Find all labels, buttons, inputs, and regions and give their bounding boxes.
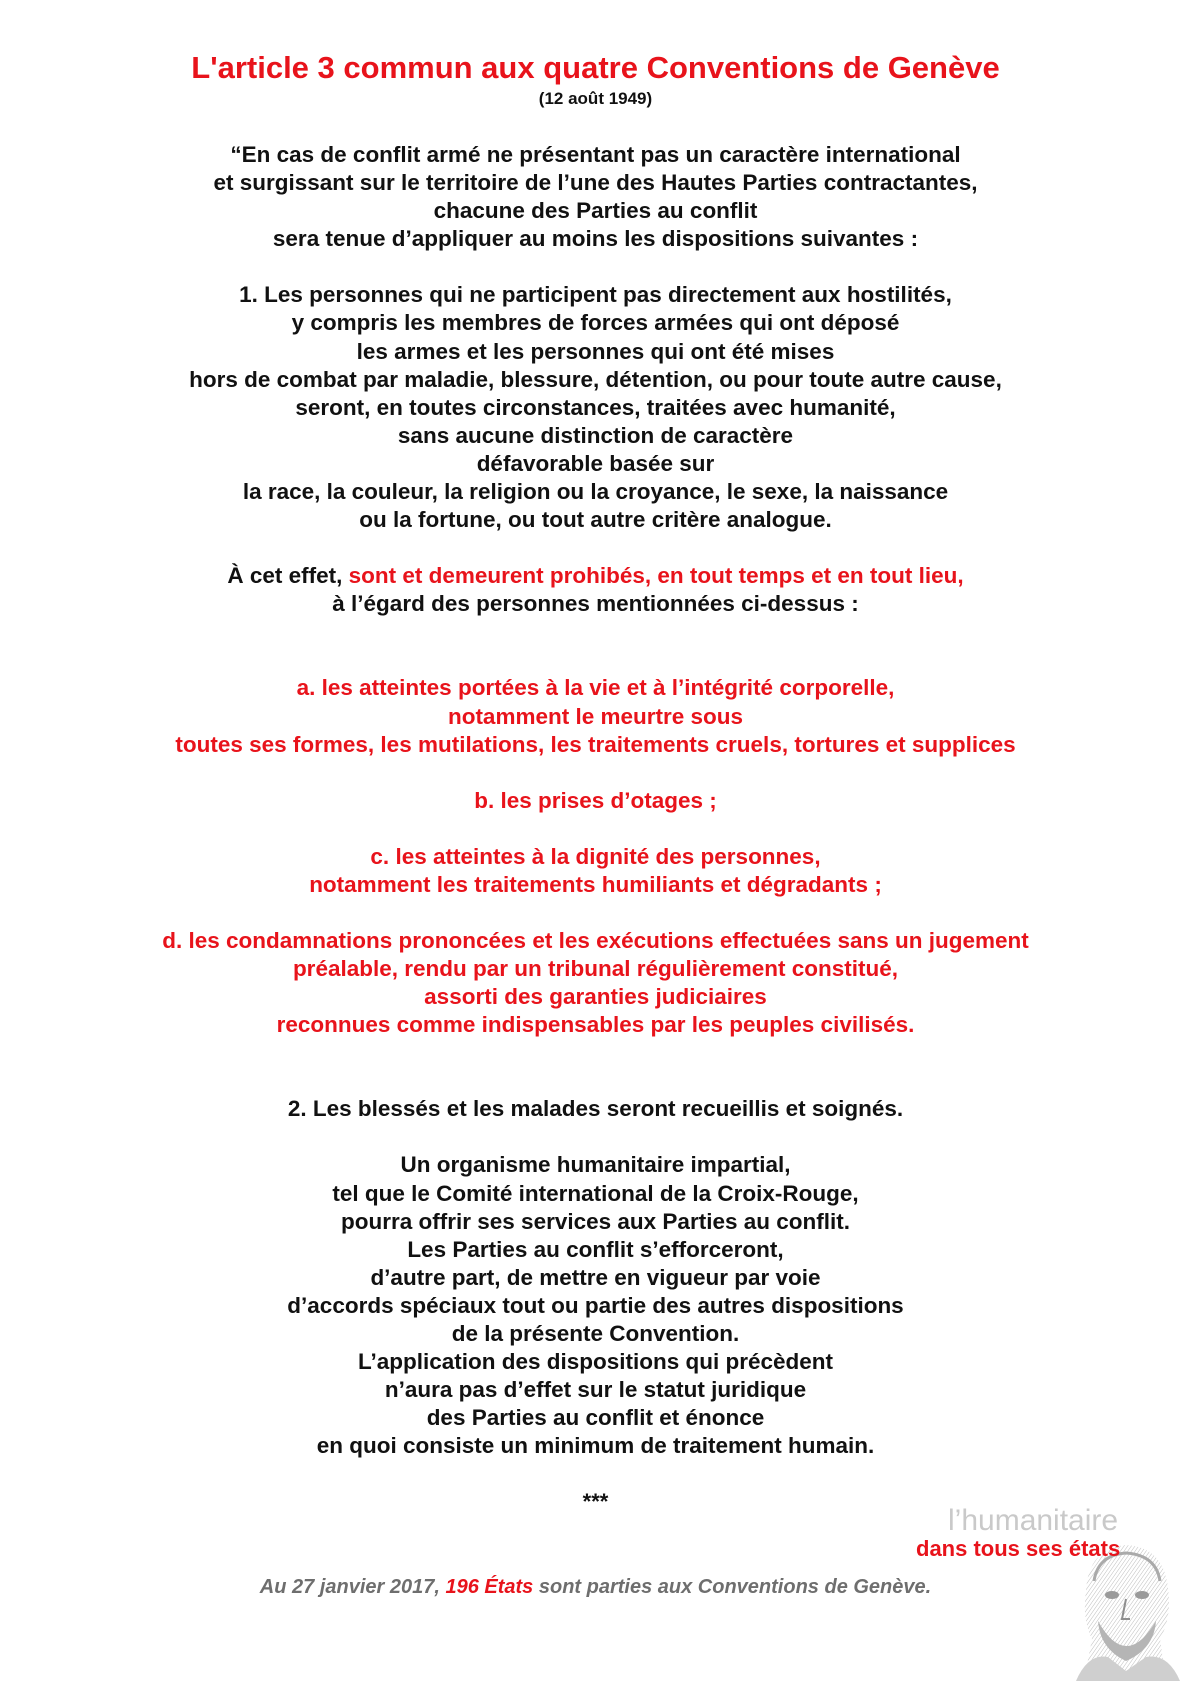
section-1-line: sans aucune distinction de caractère [397,422,794,448]
effect-prefix: À cet effet, [227,563,349,589]
item-b-line: b. les prises d’otages ; [474,787,717,813]
closing-line: n’aura pas d’effet sur le statut juridique [384,1377,807,1403]
item-d-line: d. les condamnations prononcées et les exécutions effectuées sans un jugement [162,927,1029,953]
item-d-line: assorti des garanties judiciaires [424,984,767,1010]
footer-note [0,1576,1191,1599]
item-c-line: c. les atteintes à la dignité des personnes, [370,843,821,869]
intro-line: et surgissant sur le territoire de l’une des Hautes Parties contractantes, [213,170,978,196]
effect-highlight: sont et demeurent prohibés, en tout temps et en tout lieu, [348,563,964,589]
closing-line: Les Parties au conflit s’efforceront, [407,1236,784,1262]
brand-subtitle: dans tous ses états [916,1536,1121,1561]
section-2-line: 2. Les blessés et les malades seront recueillis et soignés. [287,1096,904,1122]
closing-line: tel que le Comité international de la Croix-Rouge, [332,1180,859,1206]
item-a-line: notamment le meurtre sous [447,703,744,729]
section-1-line: y compris les membres de forces armées qui ont déposé [291,310,900,336]
item-d [20,927,1171,1039]
item-a-line: toutes ses formes, les mutilations, les traitements cruels, tortures et supplices [175,731,1016,757]
section-1-line: la race, la couleur, la religion ou la croyance, le sexe, la naissance [242,479,949,505]
footer-highlight: 196 États [445,1576,534,1598]
article-body [20,141,1171,1517]
closing-line: des Parties au conflit et énonce [426,1405,765,1431]
closing-line: d’accords spéciaux tout ou partie des autres dispositions [287,1292,904,1318]
section-1-line: ou la fortune, ou tout autre critère analogue. [359,507,832,533]
intro-line: sera tenue d’appliquer au moins les dispositions suivantes : [272,226,919,252]
closing-line: de la présente Convention. [451,1321,740,1346]
closing-paragraph [20,1151,1171,1460]
effect-line: à l’égard des personnes mentionnées ci-dessus : [332,591,859,617]
document-title: L'article 3 commun aux quatre Conventions de Genève [191,50,1000,85]
section-1-line: seront, en toutes circonstances, traitées avec humanité, [295,394,896,420]
item-c [20,843,1171,899]
document-date: (12 août 1949) [538,89,653,108]
item-b [20,787,1171,815]
intro-paragraph [20,141,1171,253]
item-a-line: a. les atteintes portées à la vie et à l’intégrité corporelle, [296,675,895,701]
item-c-line: notamment les traitements humiliants et dégradants ; [309,871,882,897]
item-d-line: reconnues comme indispensables par les peuples civilisés. [276,1012,915,1038]
brand-title: l’humanitaire [948,1504,1119,1537]
effect-line [20,562,1171,590]
footer-prefix: Au 27 janvier 2017, [259,1576,446,1598]
item-d-line: préalable, rendu par un tribunal régulièrement constitué, [292,956,899,982]
effect-paragraph [20,562,1171,618]
closing-line: L’application des dispositions qui précèdent [357,1349,834,1375]
closing-line: d’autre part, de mettre en vigueur par voie [370,1264,821,1290]
intro-line: “En cas de conflit armé ne présentant pas un caractère international [230,142,961,167]
section-1-line: 1. Les personnes qui ne participent pas directement aux hostilités, [239,282,952,308]
footer-suffix: sont parties aux Conventions de Genève. [533,1576,932,1598]
item-a [20,674,1171,758]
section-2-paragraph [20,1095,1171,1123]
closing-line: Un organisme humanitaire impartial, [400,1152,791,1178]
section-1-paragraph [20,281,1171,534]
closing-line: pourra offrir ses services aux Parties au conflit. [341,1208,850,1234]
closing-line: en quoi consiste un minimum de traitement humain. [316,1433,875,1459]
section-1-line: hors de combat par maladie, blessure, détention, ou pour toute autre cause, [189,366,1002,392]
intro-line: chacune des Parties au conflit [433,198,758,224]
separator: *** [582,1489,609,1515]
section-1-line: défavorable basée sur [476,450,715,476]
section-1-line: les armes et les personnes qui ont été mises [356,338,835,364]
